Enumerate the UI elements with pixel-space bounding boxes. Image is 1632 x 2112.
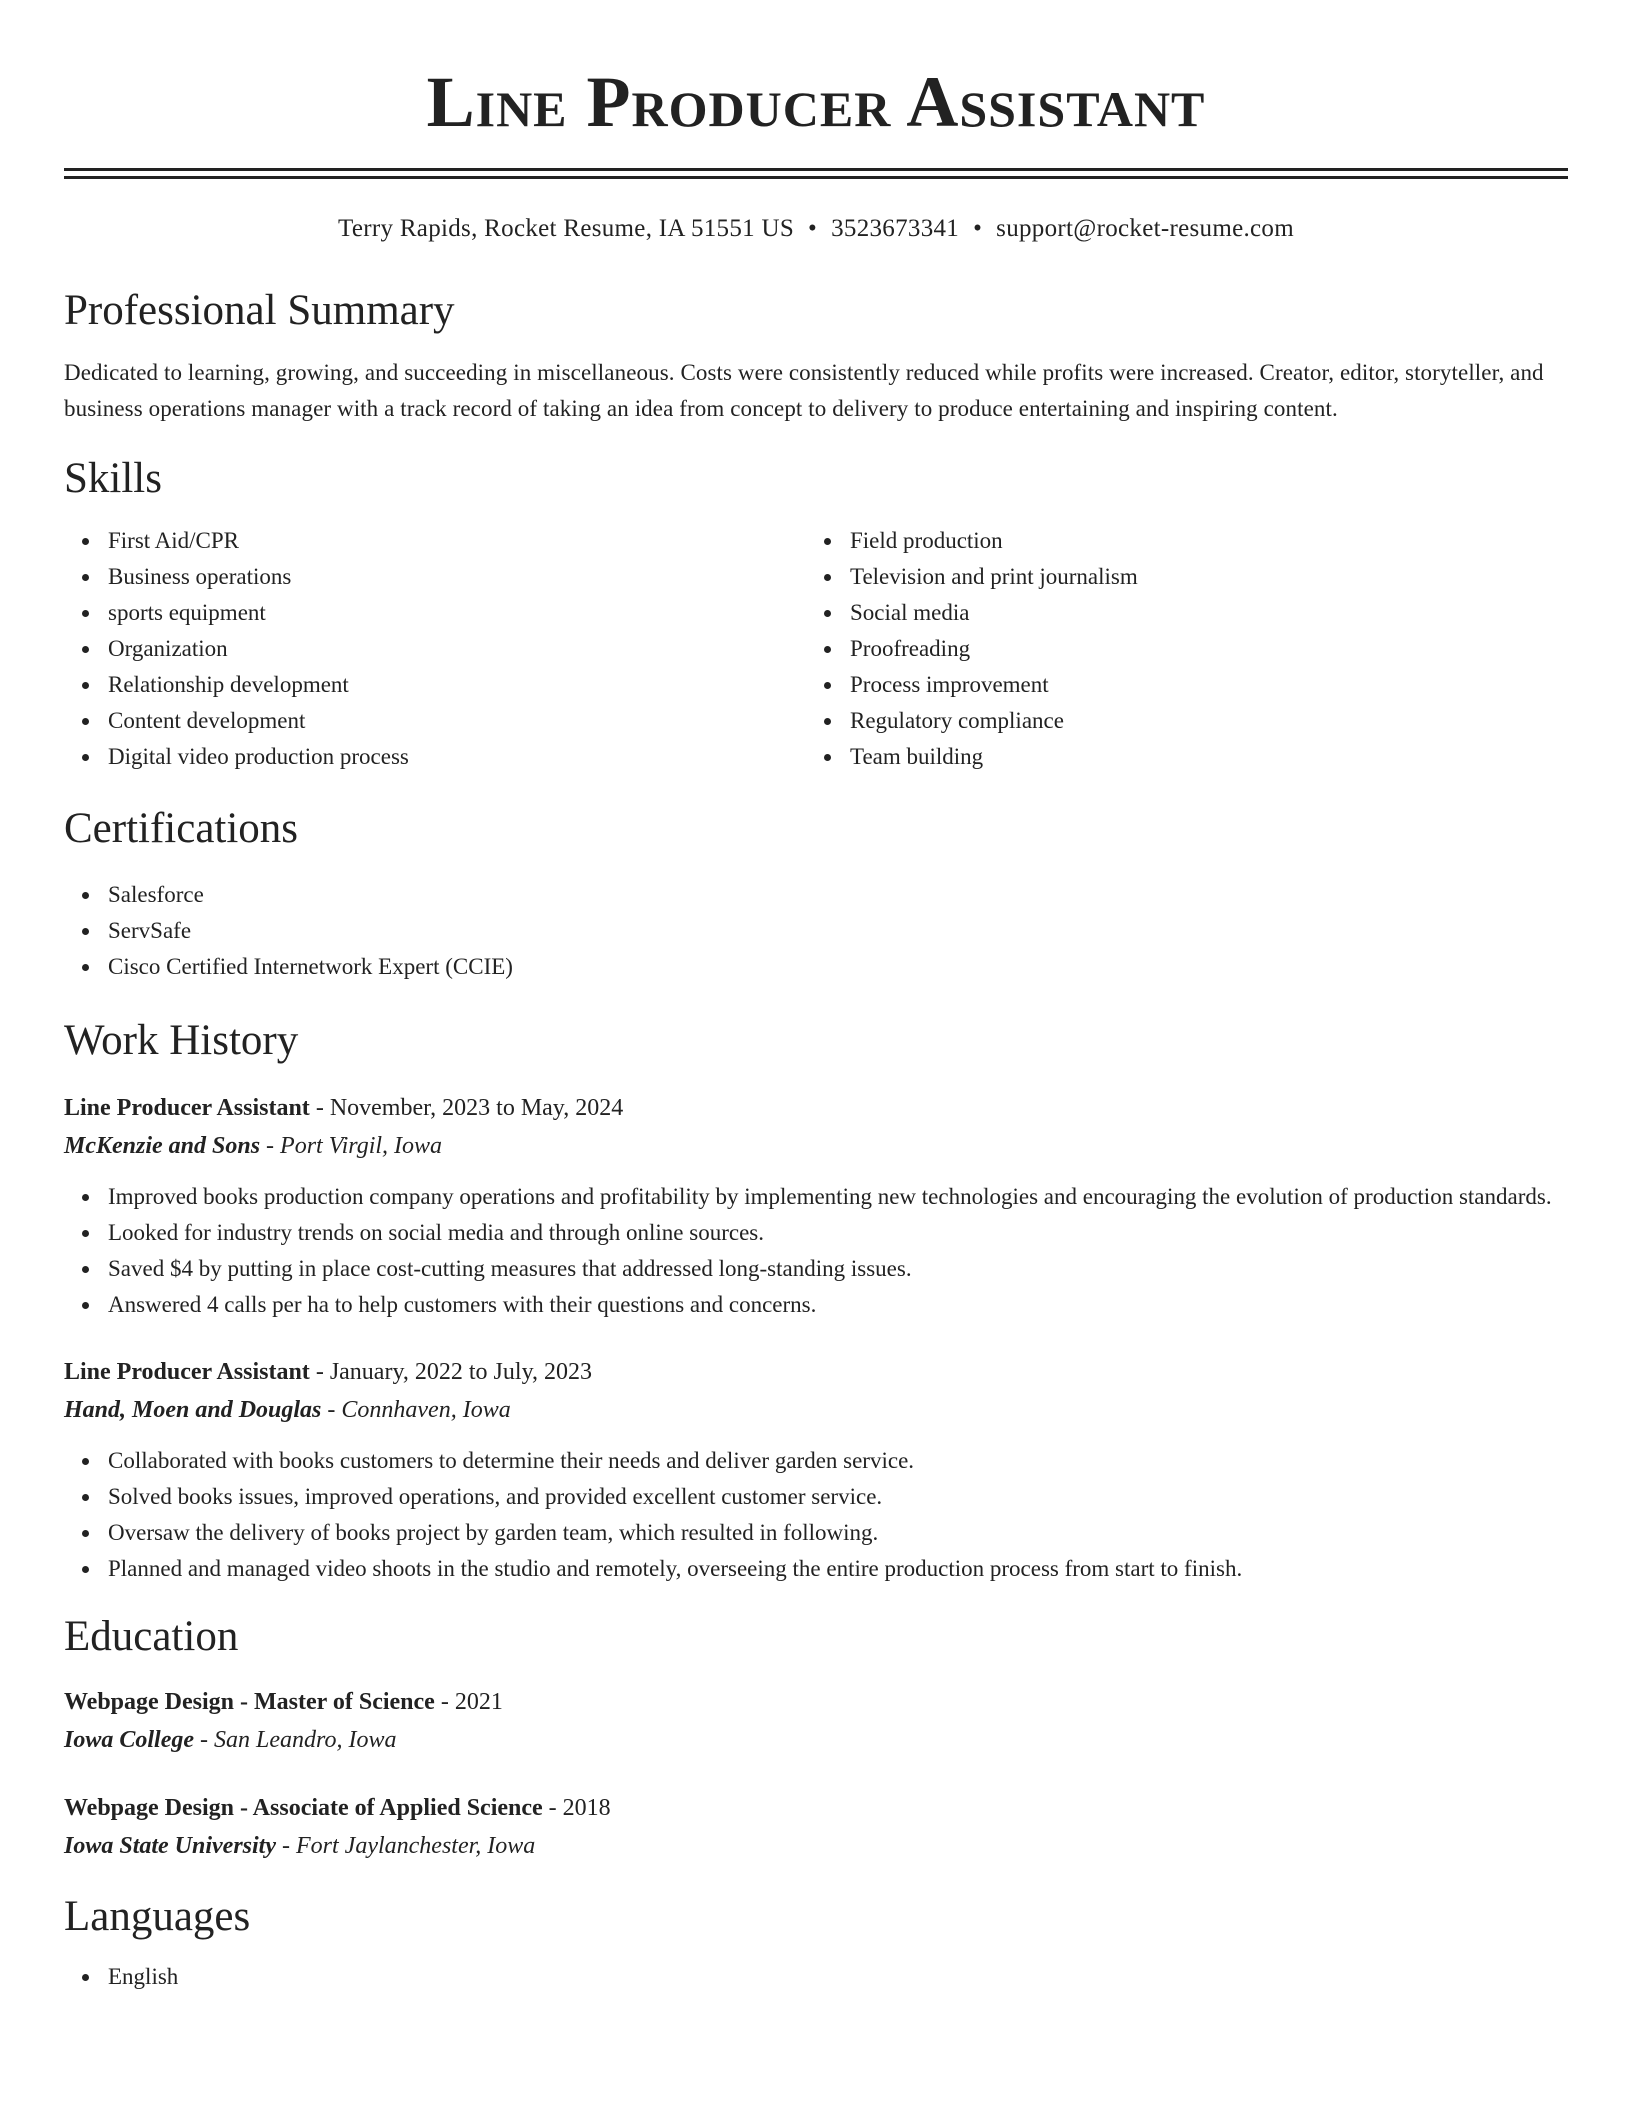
contact-address: Terry Rapids, Rocket Resume, IA 51551 US	[338, 215, 795, 242]
section-title-summary: Professional Summary	[64, 287, 455, 334]
dash-separator: -	[542, 1795, 563, 1821]
contact-separator: •	[973, 215, 983, 242]
education-school: Iowa State University	[64, 1833, 277, 1859]
job-entry	[64, 1089, 1568, 1323]
skill-item: Relationship development	[108, 667, 806, 703]
skill-item: Team building	[850, 739, 1548, 775]
job-duty-item: Looked for industry trends on social media and through online sources.	[108, 1215, 1568, 1251]
skill-item: Digital video production process	[108, 739, 806, 775]
skill-item: Field production	[850, 523, 1548, 559]
skill-item: Organization	[108, 631, 806, 667]
education-school-line	[64, 1827, 1568, 1865]
job-duty-item: Saved $4 by putting in place cost-cutting measures that addressed long-standing issues.	[108, 1251, 1568, 1287]
job-heading	[64, 1353, 1568, 1391]
header-double-rule	[64, 168, 1568, 179]
dash-separator: -	[309, 1359, 330, 1385]
job-dates: January, 2022 to July, 2023	[329, 1359, 593, 1385]
dash-separator: -	[321, 1397, 342, 1423]
education-entry	[64, 1683, 1568, 1759]
resume-name: Line Producer Assistant	[426, 62, 1206, 142]
certification-item: Cisco Certified Internetwork Expert (CCIE)	[108, 949, 1568, 985]
job-location: Port Virgil, Iowa	[280, 1133, 443, 1159]
job-company: Hand, Moen and Douglas	[64, 1397, 322, 1423]
job-role: Line Producer Assistant	[64, 1359, 310, 1385]
languages-list	[64, 1959, 1568, 1995]
education-school-line	[64, 1721, 1568, 1759]
job-employer-line	[64, 1127, 1568, 1165]
job-location: Connhaven, Iowa	[341, 1397, 511, 1423]
skill-item: sports equipment	[108, 595, 806, 631]
skill-item: Content development	[108, 703, 806, 739]
education-school: Iowa College	[64, 1727, 194, 1753]
skills-column-right	[806, 523, 1548, 775]
skill-item: Business operations	[108, 559, 806, 595]
section-title-education: Education	[64, 1613, 239, 1660]
dash-separator: -	[434, 1689, 455, 1715]
skill-item: First Aid/CPR	[108, 523, 806, 559]
job-duties-list	[64, 1179, 1568, 1323]
skill-item: Television and print journalism	[850, 559, 1548, 595]
education-degree: Webpage Design - Master of Science	[64, 1689, 435, 1715]
education-degree: Webpage Design - Associate of Applied Science	[64, 1795, 543, 1821]
dash-separator: -	[194, 1727, 214, 1753]
job-duty-item: Planned and managed video shoots in the studio and remotely, overseeing the entire production process from start to finish.	[108, 1551, 1568, 1587]
dash-separator: -	[309, 1095, 330, 1121]
job-entry	[64, 1353, 1568, 1587]
job-duties-list	[64, 1443, 1568, 1587]
section-title-languages: Languages	[64, 1893, 251, 1940]
dash-separator: -	[276, 1833, 297, 1859]
skills-grid	[64, 523, 1568, 775]
summary-text: Dedicated to learning, growing, and succeeding in miscellaneous. Costs were consistently reduced while profits were increased. Creator, editor, storyteller, and business operations manager with a track record of taking an idea from concept to delivery to produce entertaining and inspiring content.	[64, 360, 1544, 421]
section-title-certifications: Certifications	[64, 805, 299, 852]
skills-list-right	[806, 523, 1548, 775]
job-duty-item: Collaborated with books customers to determine their needs and deliver garden service.	[108, 1443, 1568, 1479]
contact-line	[64, 213, 1568, 245]
job-employer-line	[64, 1391, 1568, 1429]
certification-item: Salesforce	[108, 877, 1568, 913]
skill-item: Process improvement	[850, 667, 1548, 703]
job-duty-item: Answered 4 calls per ha to help customers with their questions and concerns.	[108, 1287, 1568, 1323]
skills-list-left	[64, 523, 806, 775]
job-role: Line Producer Assistant	[64, 1095, 310, 1121]
education-year: 2021	[454, 1689, 503, 1715]
section-title-skills: Skills	[64, 455, 162, 502]
skill-item: Regulatory compliance	[850, 703, 1548, 739]
contact-email: support@rocket-resume.com	[996, 215, 1294, 242]
contact-phone: 3523673341	[831, 215, 960, 242]
certification-item: ServSafe	[108, 913, 1568, 949]
education-heading	[64, 1789, 1568, 1827]
language-item: English	[108, 1959, 1568, 1995]
skill-item: Proofreading	[850, 631, 1548, 667]
skill-item: Social media	[850, 595, 1548, 631]
job-duty-item: Oversaw the delivery of books project by garden team, which resulted in following.	[108, 1515, 1568, 1551]
education-location: San Leandro, Iowa	[214, 1727, 397, 1753]
job-dates: November, 2023 to May, 2024	[329, 1095, 624, 1121]
job-duty-item: Solved books issues, improved operations, and provided excellent customer service.	[108, 1479, 1568, 1515]
education-heading	[64, 1683, 1568, 1721]
job-heading	[64, 1089, 1568, 1127]
education-location: Fort Jaylanchester, Iowa	[296, 1833, 536, 1859]
certifications-list	[64, 877, 1568, 985]
job-duty-item: Improved books production company operations and profitability by implementing new technologies and encouraging the evolution of production standards.	[108, 1179, 1568, 1215]
job-company: McKenzie and Sons	[64, 1133, 261, 1159]
section-title-work-history: Work History	[64, 1017, 299, 1064]
contact-separator: •	[808, 215, 818, 242]
education-year: 2018	[562, 1795, 611, 1821]
skills-column-left	[64, 523, 806, 775]
education-entry	[64, 1789, 1568, 1865]
dash-separator: -	[260, 1133, 281, 1159]
